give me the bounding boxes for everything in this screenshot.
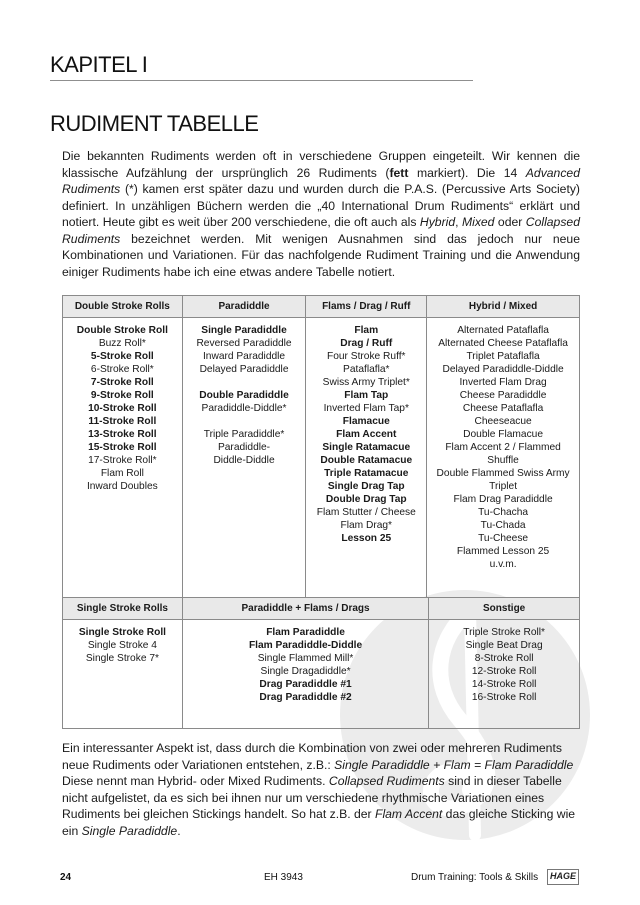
outro-italic-single-paradiddle: Single Paradiddle [81,823,178,838]
intro-italic-advanced: Advanced Rudiments [62,165,580,196]
column-single-stroke-rolls [63,620,183,729]
rudiment-entry: 14-Stroke Roll [471,679,537,690]
outro-text: Ein interessanter Aspekt ist, dass durch die Kombination von zwei oder mehreren Rudiments neue Rudiments oder Variationen entstehen, z.B.: [62,741,562,772]
rudiment-entry: Flam Tap [344,390,389,401]
rudiment-entry: Flam [354,325,379,336]
intro-italic-collapsed: Collapsed Rudiments [62,215,580,246]
rudiment-entry: Single Stroke 7* [85,653,159,664]
rudiment-entry: Inverted Flam Drag [459,377,547,388]
section-title: RUDIMENT TABELLE [50,111,259,136]
rudiment-table-1 [62,295,580,607]
outro-italic-formula: Single Paradiddle + Flam = Flam Paradiddle [334,757,574,772]
intro-text: oder [494,215,526,229]
rudiment-entry: 13-Stroke Roll [88,429,157,440]
book-title: Drum Training: Tools & Skills [411,872,539,883]
column-double-stroke-rolls [63,318,183,607]
outro-paragraph [62,740,582,839]
rudiment-entry: Single Paradiddle [201,325,287,336]
rudiment-entry: Single Dragadiddle* [260,666,351,677]
header-double-stroke-rolls: Double Stroke Rolls [63,296,183,318]
rudiment-entry: Drag Paradiddle #1 [259,679,352,690]
rudiment-entry: Inward Doubles [86,481,158,492]
rudiment-entry: Flam Accent [336,429,397,440]
rudiment-entry: 11-Stroke Roll [88,416,157,427]
publisher-logo: HAGE [547,869,579,885]
rudiment-table-2 [62,597,580,729]
rudiment-entry: Alternated Pataflafla [457,325,549,336]
rudiment-entry: Single Drag Tap [327,481,405,492]
rudiment-entry: 12-Stroke Roll [471,666,537,677]
rudiment-entry: Flam Paradiddle-Diddle [248,640,363,651]
rudiment-entry: 16-Stroke Roll [471,692,537,703]
rudiment-entry: Cheeseacue [474,416,532,427]
rudiment-entry: Alternated Cheese Pataflafla [438,338,568,349]
outro-italic-flam-accent: Flam Accent [375,807,443,821]
rudiment-entry: Lesson 25 [341,533,392,544]
rudiment-entry: 7-Stroke Roll [90,377,154,388]
rudiment-entry: u.v.m. [489,559,517,570]
rudiment-entry: Flam Roll [100,468,144,479]
intro-text: bezeichnet werden. Mit wenigen Ausnahmen sind das jedoch nur neue Kombinationen und Variationen. Für das nachfolgende Rudiment Training und die Anwendung einiger Rudiments habe ich eine etwas andere Tabelle notiert. [62,231,580,279]
rudiment-entry: Triple Ratamacue [324,468,409,479]
outro-text: Diese nennt man Hybrid- oder Mixed Rudiments. [62,774,329,788]
rudiment-entry: Diddle-Diddle [213,455,275,466]
outro-text: . [177,823,181,838]
intro-bold-fett: fett [389,165,409,180]
rudiment-entry: Cheese Paradiddle [459,390,547,401]
spacer [185,376,304,389]
intro-italic-hybrid: Hybrid [419,215,456,229]
rudiment-entry: Double Flammed Swiss Army [436,468,570,479]
rudiment-entry: Buzz Roll* [98,338,146,349]
rudiment-entry: Flamacue [342,416,390,427]
rudiment-entry: Flam Drag Paradiddle [453,494,553,505]
rudiment-entry: Triplet Pataflafla [466,351,540,362]
intro-italic-mixed: Mixed [461,215,495,229]
intro-text: Die bekannten Rudiments werden oft in verschiedene Gruppen eingeteilt. Wir kennen die klassische Aufzählung der ursprünglich 26 Rudiments ( [62,149,580,180]
rudiment-entry: 15-Stroke Roll [88,442,157,453]
header-sonstige: Sonstige [429,598,580,620]
rudiment-entry: Tu-Cheese [478,533,529,544]
header-hybrid-mixed: Hybrid / Mixed [427,296,580,318]
rudiment-entry: Delayed Paradiddle [199,364,289,375]
rudiment-entry: Flam Paradiddle [266,627,345,638]
column-flams-drag-ruff [306,318,427,607]
rudiment-entry: Reversed Paradiddle [196,338,292,349]
rudiment-entry: 9-Stroke Roll [90,390,154,401]
rudiment-entry: Inverted Flam Tap* [323,403,409,414]
outro-paragraph-1 [62,740,582,773]
outro-italic-collapsed: Collapsed Rudiments [328,774,445,788]
column-hybrid-mixed [427,318,580,607]
edition-code: EH 3943 [264,872,303,883]
column-paradiddle [182,318,306,607]
intro-text: , [455,215,462,229]
rudiment-entry: Tu-Chada [480,520,526,531]
rudiment-entry: Swiss Army Triplet* [322,377,410,388]
rudiment-entry: Single Stroke 4 [87,640,157,651]
outro-text: das gleiche Sticking wie ein [62,807,576,838]
rudiment-entry: Double Paradiddle [199,390,289,401]
rudiment-entry: Delayed Paradiddle-Diddle [442,364,564,375]
chapter-title: KAPITEL I [50,52,473,81]
rudiment-entry: Shuffle [487,455,519,466]
column-paradiddle-flams-drags [182,620,428,729]
rudiment-entry: Flam Stutter / Cheese [316,507,416,518]
rudiment-entry: Single Flammed Mill* [257,653,354,664]
rudiment-entry: Flam Drag* [340,520,393,531]
rudiment-entry: Tu-Chacha [478,507,529,518]
rudiment-entry: Single Stroke Roll [78,627,167,638]
intro-text: (*) kamen erst später dazu und wurden durch die P.A.S. (Percussive Arts Society) definiert. In unzähligen Büchern werden die „40 International Drum Rudiments“ erklärt und notiert. Heute gibt es weit über 200 verschiedene, die oft auch als [62,182,580,229]
rudiment-entry: Pataflafla* [343,364,390,375]
rudiment-entry: Drag / Ruff [340,338,393,349]
rudiment-entry: Drag Paradiddle #2 [259,692,352,703]
rudiment-entry: Double Ratamacue [320,455,413,466]
rudiment-entry: Triple Paradiddle* [203,429,285,440]
rudiment-entry: Cheese Pataflafla [462,403,544,414]
rudiment-entry: 17-Stroke Roll* [88,455,157,466]
rudiment-entry: 10-Stroke Roll [88,403,157,414]
rudiment-entry: Single Beat Drag [465,640,543,651]
rudiment-entry: Flam Accent 2 / Flammed [445,442,561,453]
outro-text: sind in dieser Tabelle nicht aufgelistet, da es sich bei ihnen nur um verschiedene rhythmische Variationen eines Rudiments bei gleichen Stickings handelt. So hat z.B. der [62,774,562,821]
rudiment-entry: 6-Stroke Roll* [90,364,154,375]
rudiment-entry: Single Ratamacue [322,442,411,453]
outro-paragraph-2 [62,773,582,839]
rudiment-entry: Double Drag Tap [325,494,407,505]
rudiment-entry: 5-Stroke Roll [90,351,154,362]
header-paradiddle: Paradiddle [182,296,306,318]
page-number: 24 [60,872,72,883]
rudiment-entry: Double Flamacue [463,429,543,440]
rudiment-entry: Paradiddle-Diddle* [201,403,287,414]
rudiment-entry: Double Stroke Roll [76,325,168,336]
rudiment-entry: 8-Stroke Roll [474,653,534,664]
column-sonstige [429,620,580,729]
rudiment-entry: Inward Paradiddle [202,351,286,362]
intro-paragraph [62,148,580,280]
rudiment-entry: Flammed Lesson 25 [456,546,550,557]
spacer [185,415,304,428]
rudiment-entry: Triple Stroke Roll* [463,627,545,638]
header-flams-drag-ruff: Flams / Drag / Ruff [306,296,427,318]
rudiment-entry: Triplet [489,481,518,492]
intro-text: markiert). Die 14 [408,165,526,180]
rudiment-entry: Four Stroke Ruff* [327,351,406,362]
header-single-stroke-rolls: Single Stroke Rolls [63,598,183,620]
header-paradiddle-flams-drags: Paradiddle + Flams / Drags [182,598,428,620]
rudiment-entry: Paradiddle- [217,442,271,453]
